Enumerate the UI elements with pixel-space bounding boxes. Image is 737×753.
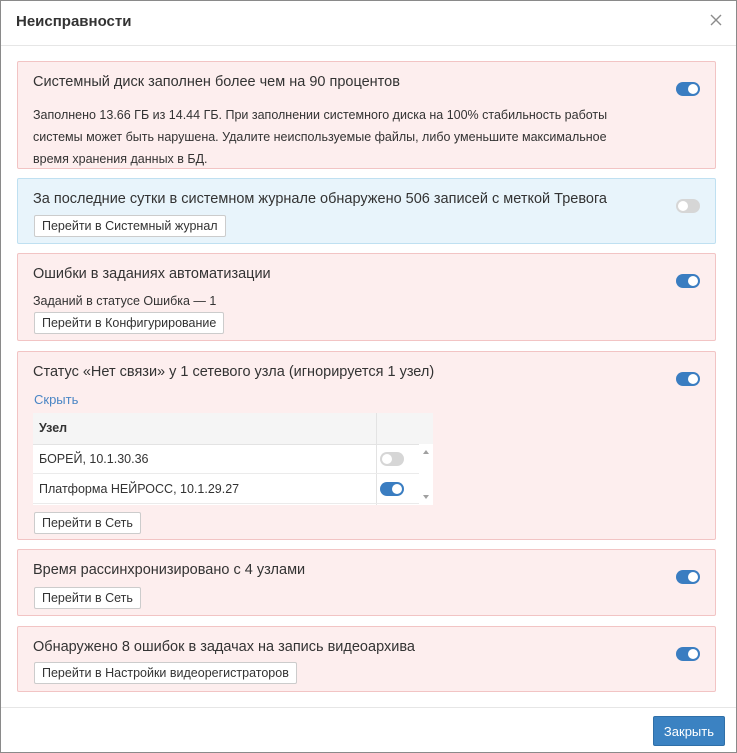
node-toggle[interactable] xyxy=(380,482,404,496)
scroll-up-icon[interactable] xyxy=(423,450,429,454)
toggle-knob xyxy=(688,84,698,94)
fault-description-line: Заполнено 13.66 ГБ из 14.44 ГБ. При заполнении системного диска на 100% стабильность работы xyxy=(33,108,608,122)
nodes-table xyxy=(33,413,433,505)
goto-system-journal-button[interactable]: Перейти в Системный журнал xyxy=(34,215,226,237)
fault-description xyxy=(33,104,653,170)
table-header-row xyxy=(33,413,433,445)
toggle-knob xyxy=(392,484,402,494)
dialog-footer xyxy=(1,707,736,753)
table-row xyxy=(33,474,419,504)
fault-description-line: время хранения данных в БД. xyxy=(33,152,208,166)
table-scrollbar[interactable] xyxy=(419,444,433,505)
column-header-node: Узел xyxy=(39,421,68,435)
goto-network-button[interactable]: Перейти в Сеть xyxy=(34,512,141,534)
fault-toggle[interactable] xyxy=(676,274,700,288)
fault-panel-system-disk xyxy=(17,61,716,169)
fault-title: За последние сутки в системном журнале обнаружено 506 записей с меткой Тревога xyxy=(33,191,607,207)
goto-video-recorder-settings-button[interactable]: Перейти в Настройки видеорегистраторов xyxy=(34,662,297,684)
toggle-knob xyxy=(382,454,392,464)
fault-toggle[interactable] xyxy=(676,570,700,584)
close-button[interactable]: Закрыть xyxy=(653,716,725,746)
goto-network-button[interactable]: Перейти в Сеть xyxy=(34,587,141,609)
close-icon[interactable] xyxy=(706,10,726,30)
fault-panel-system-journal xyxy=(17,178,716,244)
fault-toggle[interactable] xyxy=(676,199,700,213)
fault-panel-automation xyxy=(17,253,716,341)
fault-panel-video-archive xyxy=(17,626,716,692)
fault-title: Системный диск заполнен более чем на 90 процентов xyxy=(33,74,400,90)
fault-toggle[interactable] xyxy=(676,82,700,96)
node-toggle[interactable] xyxy=(380,452,404,466)
table-row xyxy=(33,444,419,474)
dialog-header xyxy=(1,1,736,46)
fault-subtitle: Заданий в статусе Ошибка — 1 xyxy=(33,294,217,308)
fault-toggle[interactable] xyxy=(676,647,700,661)
fault-description-line: системы может быть нарушена. Удалите неиспользуемые файлы, либо уменьшите максимальное xyxy=(33,130,607,144)
node-name: БОРЕЙ, 10.1.30.36 xyxy=(39,452,149,466)
fault-title: Ошибки в заданиях автоматизации xyxy=(33,266,271,282)
fault-panel-network-status xyxy=(17,351,716,540)
dialog-title: Неисправности xyxy=(16,13,132,30)
toggle-knob xyxy=(688,276,698,286)
fault-toggle[interactable] xyxy=(676,372,700,386)
scroll-down-icon[interactable] xyxy=(423,495,429,499)
toggle-knob xyxy=(688,374,698,384)
node-name: Платформа НЕЙРОСС, 10.1.29.27 xyxy=(39,482,240,496)
fault-title: Обнаружено 8 ошибок в задачах на запись видеоархива xyxy=(33,639,415,655)
toggle-knob xyxy=(678,201,688,211)
fault-title: Время рассинхронизировано с 4 узлами xyxy=(33,562,306,578)
fault-title: Статус «Нет связи» у 1 сетевого узла (игнорируется 1 узел) xyxy=(33,364,435,380)
toggle-knob xyxy=(688,649,698,659)
hide-link[interactable]: Скрыть xyxy=(34,392,79,407)
fault-panel-time-sync xyxy=(17,549,716,616)
toggle-knob xyxy=(688,572,698,582)
goto-configuration-button[interactable]: Перейти в Конфигурирование xyxy=(34,312,224,334)
